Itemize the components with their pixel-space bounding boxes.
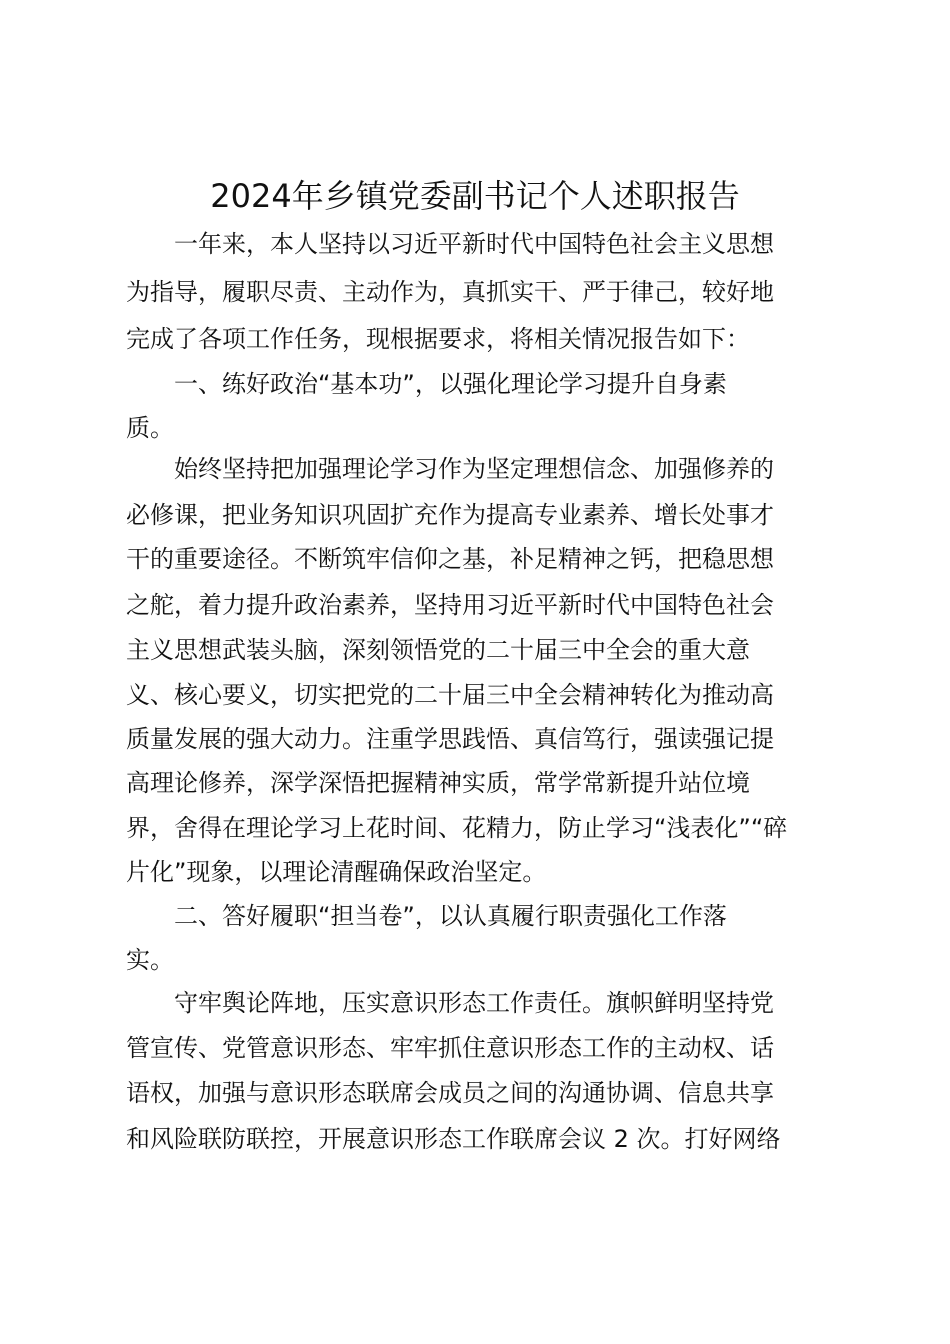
paragraph-line: 界，舍得在理论学习上花时间、花精力，防止学习“浅表化”“碎: [126, 814, 788, 842]
paragraph-line: 干的重要途径。不断筑牢信仰之基，补足精神之钙，把稳思想: [126, 545, 774, 573]
paragraph-line: 义、核心要义，切实把党的二十届三中全会精神转化为推动高: [126, 681, 774, 709]
paragraph-line: 语权，加强与意识形态联席会成员之间的沟通协调、信息共享: [126, 1079, 774, 1107]
paragraph-line: 守牢舆论阵地，压实意识形态工作责任。旗帜鲜明坚持党: [174, 989, 774, 1017]
section-heading-line: 二、答好履职“担当卷”，以认真履行职责强化工作落: [174, 902, 727, 930]
paragraph-line: 必修课，把业务知识巩固扩充作为提高专业素养、增长处事才: [126, 501, 774, 529]
paragraph-line: 和风险联防联控，开展意识形态工作联席会议 2 次。打好网络: [126, 1125, 781, 1153]
paragraph-line: 为指导，履职尽责、主动作为，真抓实干、严于律己，较好地: [126, 278, 774, 306]
paragraph-line: 一年来，本人坚持以习近平新时代中国特色社会主义思想: [174, 230, 774, 258]
paragraph-line: 高理论修养，深学深悟把握精神实质，常学常新提升站位境: [126, 769, 750, 797]
document-title: 2024年乡镇党委副书记个人述职报告: [210, 177, 740, 215]
section-heading-line: 一、练好政治“基本功”，以强化理论学习提升自身素: [174, 370, 727, 398]
paragraph-line: 之舵，着力提升政治素养，坚持用习近平新时代中国特色社会: [126, 591, 774, 619]
paragraph-line: 完成了各项工作任务，现根据要求，将相关情况报告如下：: [126, 325, 750, 353]
section-heading-line: 实。: [126, 946, 174, 974]
paragraph-line: 管宣传、党管意识形态、牢牢抓住意识形态工作的主动权、话: [126, 1034, 774, 1062]
paragraph-line: 质量发展的强大动力。注重学思践悟、真信笃行，强读强记提: [126, 725, 774, 753]
section-heading-line: 质。: [126, 414, 174, 442]
paragraph-line: 主义思想武装头脑，深刻领悟党的二十届三中全会的重大意: [126, 636, 750, 664]
paragraph-line: 始终坚持把加强理论学习作为坚定理想信念、加强修养的: [174, 455, 774, 483]
paragraph-line: 片化”现象，以理论清醒确保政治坚定。: [126, 858, 547, 886]
